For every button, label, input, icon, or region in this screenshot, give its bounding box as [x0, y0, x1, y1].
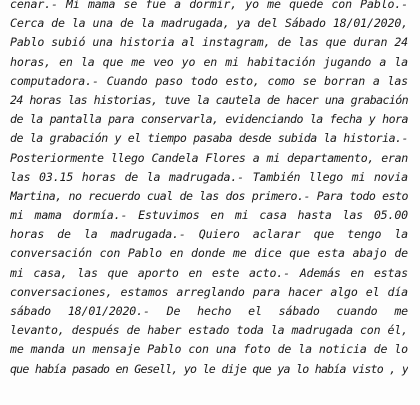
text-line-15: mi casa, las que aporto en este acto.- Además en estas — [10, 265, 408, 280]
text-line-19: me manda un mensaje Pablo con una foto de la noticia de lo — [10, 342, 408, 357]
text-line-7: de la pantalla para conservarla, evidenciando la fecha y hora — [10, 112, 408, 127]
statement-text — [10, 0, 408, 398]
text-line-4: horas, en la que me veo yo en mi habitación jugando a la — [10, 54, 408, 69]
text-line-21 — [10, 379, 408, 398]
text-line-12: mi mama dormía.- Estuvimos en mi casa hasta las 05.00 — [10, 208, 408, 223]
text-line-2: Cerca de la una de la madrugada, ya del Sábado 18/01/2020, — [10, 16, 408, 31]
text-line-9: Posteriormente llego Candela Flores a mi departamento, eran — [10, 150, 408, 165]
text-line-3: Pablo subió una historia al instagram, de las que duran 24 — [10, 35, 408, 50]
text-line-1: cenar.- Mi mama se fue a dormir, yo me quede con Pablo.- — [10, 0, 408, 11]
text-line-5: computadora.- Cuando paso todo esto, como se borran a las — [10, 73, 408, 88]
text-line-20: que había pasado en Gesell, yo le dije que ya lo había visto , y — [10, 361, 408, 376]
text-line-17: sábado 18/01/2020.- De hecho el sábado cuando me — [10, 304, 408, 318]
text-line-10: las 03.15 horas de la madrugada.- También llego mi novia — [10, 169, 408, 184]
text-line-8: de la grabación y el tiempo pasaba desde subida la historia.- — [10, 131, 408, 146]
text-line-6: 24 horas las historias, tuve la cautela de hacer una grabación — [10, 92, 408, 107]
text-line-13: horas de la madrugada.- Quiero aclarar que tengo la — [10, 227, 408, 242]
text-line-14: conversación con Pablo en donde me dice que esta abajo de — [10, 246, 408, 261]
text-line-11: Martina, no recuerdo cual de las dos primero.- Para todo esto — [10, 188, 408, 203]
text-line-16: conversaciones, estamos arreglando para hacer algo el día — [10, 284, 408, 299]
text-line-18: levanto, después de haber estado toda la madrugada con él, — [10, 323, 408, 338]
